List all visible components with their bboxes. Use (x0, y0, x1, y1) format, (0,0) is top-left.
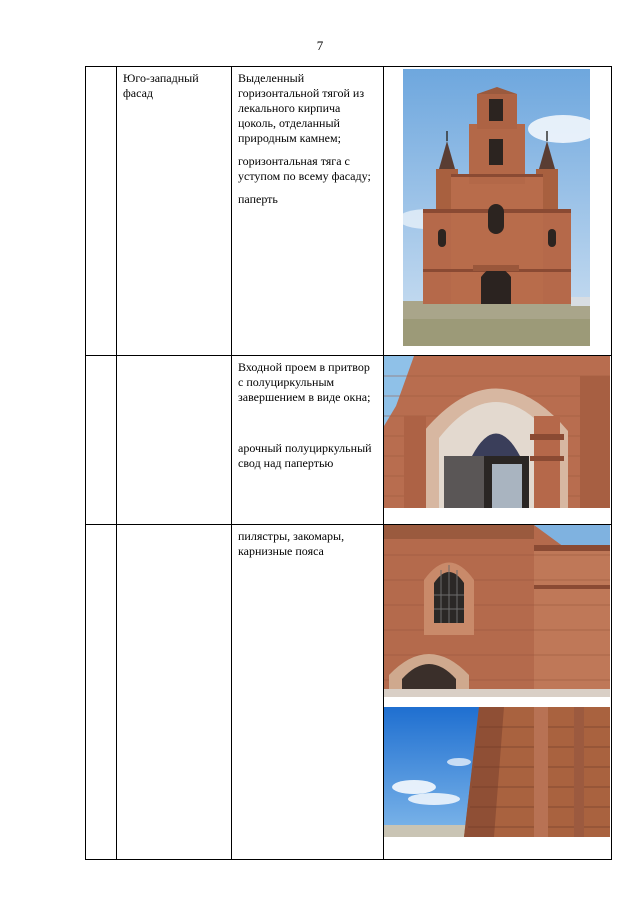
facade-cell (117, 67, 232, 356)
description-item: Входной проем в притвор с полуциркульным завершением в виде окна; (238, 360, 371, 404)
facade-name: Юго-западный фасад (123, 71, 199, 100)
facade-cell (117, 525, 232, 860)
pilasters-window-photo (384, 525, 610, 697)
facade-name (117, 525, 231, 529)
table-row (86, 356, 612, 525)
photo-cell (384, 67, 612, 356)
facade-description-table (85, 66, 612, 860)
entrance-arch-photo (384, 356, 610, 508)
description-item: Выделенный горизонтальной тягой из лекального кирпича цоколь, отделанный природным камнем; (238, 71, 365, 145)
description-item: арочный полуциркульный свод над папертью (238, 441, 372, 470)
description-item: паперть (238, 192, 278, 206)
index-cell (86, 525, 117, 860)
church-southwest-facade-photo (403, 69, 590, 346)
index-cell (86, 67, 117, 356)
photo-cell (384, 525, 612, 860)
table-row (86, 67, 612, 356)
photo-cell (384, 356, 612, 525)
description-item: горизонтальная тяга с уступом по всему фасаду; (238, 154, 371, 183)
brick-corner-sky-photo (384, 707, 610, 837)
facade-name (117, 356, 231, 360)
description-cell (232, 525, 384, 860)
page-number: 7 (316, 38, 324, 53)
description-item: пилястры, закомары, карнизные пояса (238, 529, 345, 558)
index-cell (86, 356, 117, 525)
description-cell (232, 67, 384, 356)
description-cell (232, 356, 384, 525)
table-row (86, 525, 612, 860)
facade-cell (117, 356, 232, 525)
